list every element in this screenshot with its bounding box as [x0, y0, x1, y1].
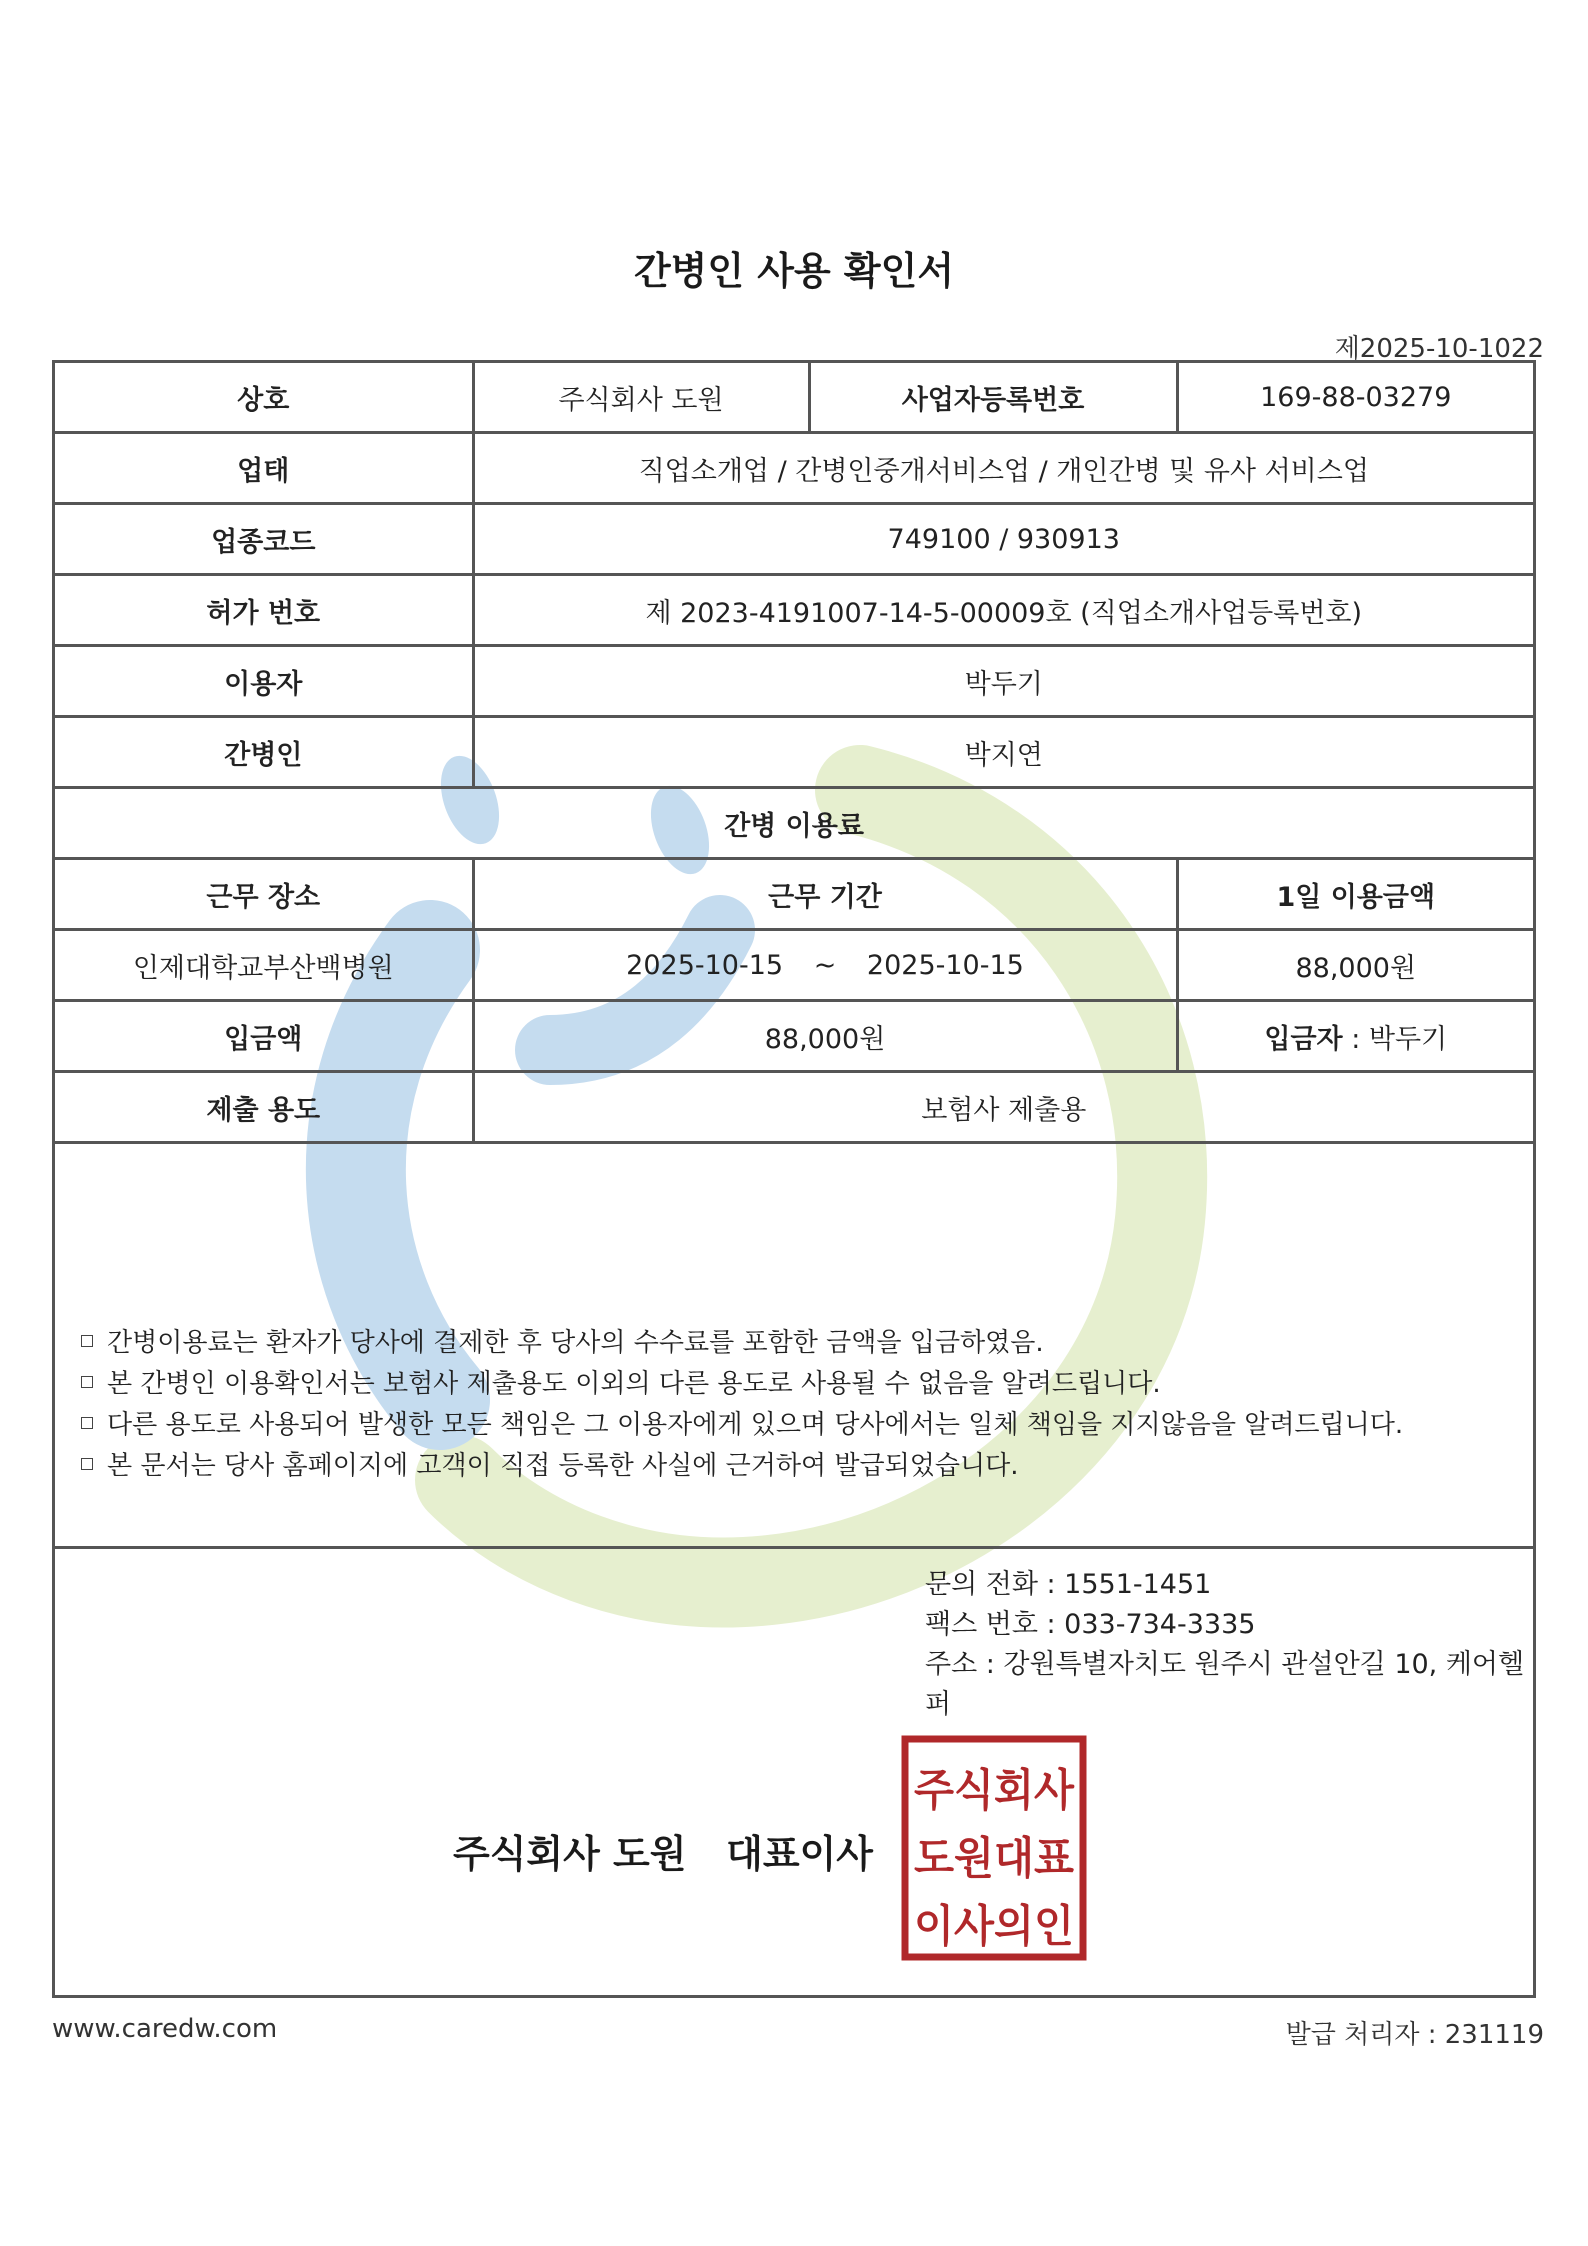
work-place: 인제대학교부산백병원 — [55, 930, 473, 1001]
info-table — [55, 363, 1533, 1144]
caregiver-name: 박지연 — [473, 717, 1533, 788]
user-name: 박두기 — [473, 646, 1533, 717]
biz-no: 169-88-03279 — [1177, 363, 1533, 433]
daily-amount: 88,000원 — [1177, 930, 1533, 1001]
row-deposit — [55, 1001, 1533, 1072]
deposit-amount: 88,000원 — [473, 1001, 1177, 1072]
period-start: 2025-10-15 — [626, 949, 784, 981]
svg-text:이사의인: 이사의인 — [914, 1901, 1074, 1952]
label-work-period: 근무 기간 — [473, 859, 1177, 930]
bullet-icon — [81, 1376, 93, 1388]
bullet-icon — [81, 1417, 93, 1429]
bullet-icon — [81, 1335, 93, 1347]
contact-phone: 문의 전화 : 1551-1451 — [925, 1569, 1212, 1600]
biz-type: 직업소개업 / 간병인중개서비스업 / 개인간병 및 유사 서비스업 — [473, 433, 1533, 504]
notes-list — [81, 1323, 1403, 1487]
license-number: 제 2023-4191007-14-5-00009호 (직업소개사업등록번호) — [473, 575, 1533, 646]
label-license: 허가 번호 — [55, 575, 473, 646]
row-caregiver — [55, 717, 1533, 788]
depositor-cell — [1177, 1001, 1533, 1072]
row-fee-section — [55, 788, 1533, 859]
contact-fax: 팩스 번호 : 033-734-3335 — [925, 1609, 1256, 1640]
document-number: 제2025-10-1022 — [1334, 334, 1544, 364]
document-frame — [52, 360, 1536, 1998]
label-daily-amount: 1일 이용금액 — [1177, 859, 1533, 930]
label-deposit: 입금액 — [55, 1001, 473, 1072]
label-biz-no: 사업자등록번호 — [809, 363, 1177, 433]
row-code — [55, 504, 1533, 575]
fee-section-title: 간병 이용료 — [55, 788, 1533, 859]
contact-address: 주소 : 강원특별자치도 원주시 관설안길 10, 케어헬퍼 — [925, 1649, 1525, 1720]
row-license — [55, 575, 1533, 646]
document-title: 간병인 사용 확인서 — [633, 249, 955, 293]
label-biz-code: 업종코드 — [55, 504, 473, 575]
label-work-place: 근무 장소 — [55, 859, 473, 930]
purpose: 보험사 제출용 — [473, 1072, 1533, 1143]
row-purpose — [55, 1072, 1533, 1143]
company-name: 주식회사 도원 — [473, 363, 809, 433]
row-company — [55, 363, 1533, 433]
company-seal-stamp — [901, 1735, 1087, 1961]
biz-code: 749100 / 930913 — [473, 504, 1533, 575]
svg-text:주식회사: 주식회사 — [914, 1765, 1076, 1816]
row-biz-type — [55, 433, 1533, 504]
note-item: 본 문서는 당사 홈페이지에 고객이 직접 등록한 사실에 근거하여 발급되었습니다. — [81, 1446, 1403, 1487]
footer-processor: 발급 처리자 : 231119 — [1285, 2020, 1544, 2050]
label-depositor: 입금자 — [1264, 1023, 1343, 1055]
signature-text: 주식회사 도원 대표이사 — [453, 1832, 873, 1876]
label-user: 이용자 — [55, 646, 473, 717]
label-caregiver: 간병인 — [55, 717, 473, 788]
label-company-name: 상호 — [55, 363, 473, 433]
row-user — [55, 646, 1533, 717]
period-end: 2025-10-15 — [866, 949, 1024, 981]
footer-website: www.caredw.com — [52, 2014, 278, 2044]
depositor-name: : 박두기 — [1342, 1023, 1448, 1055]
label-biz-type: 업태 — [55, 433, 473, 504]
work-period — [473, 930, 1177, 1001]
note-item: 본 간병인 이용확인서는 보험사 제출용도 이외의 다른 용도로 사용될 수 없음을 알려드립니다. — [81, 1364, 1403, 1405]
note-item: 다른 용도로 사용되어 발생한 모든 책임은 그 이용자에게 있으며 당사에서는 일체 책임을 지지않음을 알려드립니다. — [81, 1405, 1403, 1446]
contact-info — [925, 1565, 1533, 1725]
row-fee-header — [55, 859, 1533, 930]
period-separator: ~ — [813, 949, 837, 981]
note-item: 간병이용료는 환자가 당사에 결제한 후 당사의 수수료를 포함한 금액을 입금하였음. — [81, 1323, 1403, 1364]
row-fee-values — [55, 930, 1533, 1001]
bullet-icon — [81, 1458, 93, 1470]
section-divider — [55, 1546, 1533, 1549]
label-purpose: 제출 용도 — [55, 1072, 473, 1143]
svg-text:도원대표: 도원대표 — [914, 1833, 1075, 1884]
